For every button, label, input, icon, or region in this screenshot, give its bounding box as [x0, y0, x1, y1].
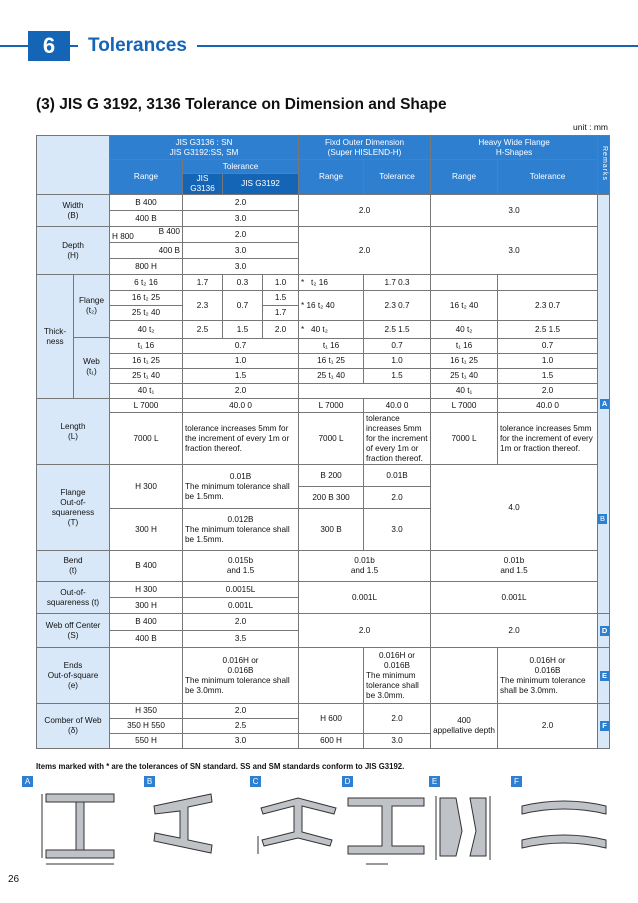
table-cell: 1.7 — [183, 275, 223, 291]
table-cell: 3.5 — [183, 631, 299, 648]
flange-oos-sketch — [154, 794, 212, 853]
table-cell: 2.5 — [183, 719, 299, 734]
table-cell: 16 t₁ 25 — [431, 354, 498, 369]
table-cell: 600 H — [299, 734, 364, 749]
table-cell: 2.0 — [364, 487, 431, 509]
table-cell — [299, 648, 364, 704]
table-cell: 0.01b and 1.5 — [299, 551, 431, 582]
table-cell: 3.0 — [183, 211, 299, 227]
table-cell: 400 appellative depth — [431, 704, 498, 749]
table-cell: 16 t₂ 25 — [110, 291, 183, 306]
table-cell: 300 B — [299, 509, 364, 551]
flange-oos-label: Flange Out-of- squareness (T) — [37, 465, 110, 551]
table-cell: 0.001L — [431, 582, 598, 614]
sn-header: JIS G3136 : SN JIS G3192:SS, SM — [110, 136, 299, 160]
table-cell: 2.0 — [299, 227, 431, 275]
table-cell: 400 B — [110, 243, 183, 259]
remark-tag-d: D — [598, 614, 610, 648]
table-cell: 25 t₁ 40 — [431, 369, 498, 384]
table-cell — [110, 648, 183, 704]
depth-label: Depth (H) — [37, 227, 110, 275]
figure-label-b: B — [144, 776, 155, 787]
table-cell: 40.0 0 — [364, 399, 431, 413]
table-cell: 3.0 — [183, 734, 299, 749]
table-cell: 0.015b and 1.5 — [183, 551, 299, 582]
table-cell: 16 t₁ 25 — [299, 354, 364, 369]
table-cell: 0.7 — [183, 339, 299, 354]
web-off-center-label: Web off Center (S) — [37, 614, 110, 648]
table-cell: 4.0 — [431, 465, 598, 551]
figure-label-e: E — [429, 776, 440, 787]
table-cell: 2.0 — [183, 195, 299, 211]
table-cell: 400 B — [110, 631, 183, 648]
table-cell: * 40 t₂ — [299, 321, 364, 339]
table-cell: B 400 — [110, 195, 183, 211]
range-header: Range — [110, 160, 183, 195]
table-cell: H 350 — [110, 704, 183, 719]
table-cell: 1.7 0.3 — [364, 275, 431, 291]
figure-strip — [24, 776, 609, 871]
table-cell: 3.0 — [183, 243, 299, 259]
table-cell: 25 t₂ 40 — [110, 306, 183, 321]
table-cell: 0.7 — [364, 339, 431, 354]
remark-tag-b: B — [599, 514, 605, 523]
table-cell: 40 t₂ — [110, 321, 183, 339]
table-cell: * 16 t₂ 40 — [299, 291, 364, 321]
web-sublabel: Web (t₁) — [83, 357, 100, 377]
table-cell: B 400 — [110, 614, 183, 631]
corner-cell — [37, 136, 110, 195]
tolerance-table — [36, 135, 610, 749]
unit-label: unit : mm — [573, 122, 608, 132]
table-cell: 2.3 0.7 — [364, 291, 431, 321]
table-cell: 0.01B The minimum tolerance shall be 1.5mm. — [183, 465, 299, 509]
page-number: 26 — [8, 874, 20, 885]
table-cell — [299, 384, 431, 399]
table-cell: 40 t₁ — [110, 384, 183, 399]
table-cell: 0.012B The minimum tolerance shall be 1.5mm. — [183, 509, 299, 551]
width-label: Width (B) — [37, 195, 110, 227]
camber-sketch — [522, 801, 606, 848]
table-cell: 2.0 — [498, 704, 598, 749]
table-cell: 400 B — [110, 211, 183, 227]
tolerance-header: Tolerance — [183, 160, 299, 174]
table-cell: 16 t₁ 25 — [110, 354, 183, 369]
table-cell: H 800 B 400 — [110, 227, 183, 243]
jis3192-header: JIS G3192 — [223, 174, 299, 195]
table-cell: 300 H — [110, 509, 183, 551]
table-cell: 3.0 — [183, 259, 299, 275]
table-cell: 1.0 — [183, 354, 299, 369]
length-label: Length (L) — [37, 399, 110, 465]
oosq-label: Out-of- squareness (t) — [37, 582, 110, 614]
table-cell: 2.0 — [183, 704, 299, 719]
table-cell: 2.5 1.5 — [364, 321, 431, 339]
table-cell: 1.5 — [183, 369, 299, 384]
table-cell: 25 t₁ 40 — [110, 369, 183, 384]
fixed-tolerance-header: Tolerance — [364, 160, 431, 195]
table-cell: 0.3 — [223, 275, 263, 291]
jis3136-header: JIS G3136 — [183, 174, 223, 195]
figure-label-a: A — [22, 776, 33, 787]
thickness-label: Thick- ness Flange (t₂) Web (t₁) — [37, 275, 110, 399]
table-cell: t₁ 16 — [431, 339, 498, 354]
bend-label: Bend (t) — [37, 551, 110, 582]
table-cell: 1.0 — [263, 275, 299, 291]
table-cell: 40 t₂ — [431, 321, 498, 339]
chapter-number: 6 — [28, 31, 70, 61]
table-cell: t₁ 16 — [110, 339, 183, 354]
table-cell: 25 t₁ 40 — [299, 369, 364, 384]
table-cell: 1.0 — [364, 354, 431, 369]
table-cell: 2.0 — [299, 195, 431, 227]
table-cell: B 400 — [110, 551, 183, 582]
table-cell: t₁ 16 — [299, 339, 364, 354]
table-cell: 550 H — [110, 734, 183, 749]
table-cell: 200 B 300 — [299, 487, 364, 509]
flange-sublabel: Flange (t₂) — [73, 275, 110, 338]
table-cell: 6 t₂ 16 — [110, 275, 183, 291]
figure-label-c: C — [250, 776, 261, 787]
table-cell: tolerance increases 5mm for the increment of every 1m or fraction thereof. — [364, 413, 431, 465]
table-cell: 0.001L — [299, 582, 431, 614]
table-cell: 0.016H or 0.016B The minimum tolerance shall be 3.0mm. — [183, 648, 299, 704]
table-cell: 1.5 — [364, 369, 431, 384]
table-cell: 1.5 — [498, 369, 598, 384]
table-cell: H 300 — [110, 582, 183, 598]
table-cell: tolerance increases 5mm for the increment of every 1m or fraction thereof. — [183, 413, 299, 465]
web-off-center-sketch — [348, 798, 424, 864]
table-cell: 3.0 — [431, 227, 598, 275]
table-cell: L 7000 — [110, 399, 183, 413]
section-title: (3) JIS G 3192, 3136 Tolerance on Dimension and Shape — [36, 96, 447, 113]
table-cell: 40.0 0 — [183, 399, 299, 413]
table-cell: 2.3 0.7 — [498, 291, 598, 321]
table-cell: 2.5 1.5 — [498, 321, 598, 339]
table-cell — [431, 275, 498, 291]
table-cell: L 7000 — [431, 399, 498, 413]
table-cell: 2.5 — [183, 321, 223, 339]
section-sketches — [36, 776, 609, 871]
table-cell: 3.0 — [431, 195, 598, 227]
table-cell: 0.01B — [364, 465, 431, 487]
table-cell: 40.0 0 — [498, 399, 598, 413]
figure-label-d: D — [342, 776, 353, 787]
table-cell: 0.016H or 0.016B The minimum tolerance shall be 3.0mm. — [364, 648, 431, 704]
table-cell: 7000 L — [299, 413, 364, 465]
remark-tag-f: F — [598, 704, 610, 749]
table-cell: H 600 — [299, 704, 364, 734]
table-cell: 2.0 — [183, 614, 299, 631]
table-cell: 350 H 550 — [110, 719, 183, 734]
table-cell: 1.5 — [263, 291, 299, 306]
table-cell: 2.0 — [263, 321, 299, 339]
table-cell — [498, 275, 598, 291]
chapter-title: Tolerances — [78, 31, 197, 61]
table-cell: 7000 L — [110, 413, 183, 465]
table-cell: 2.0 — [364, 704, 431, 734]
table-cell: 2.0 — [498, 384, 598, 399]
table-cell: 1.5 — [223, 321, 263, 339]
table-cell: 0.016H or 0.016B The minimum tolerance shall be 3.0mm. — [498, 648, 598, 704]
table-cell: 2.3 — [183, 291, 223, 321]
table-cell: 2.0 — [183, 227, 299, 243]
table-cell: B 200 — [299, 465, 364, 487]
table-cell: 300 H — [110, 598, 183, 614]
ends-oos-sketch — [436, 796, 490, 860]
table-cell: H 300 — [110, 465, 183, 509]
remark-tag-a: A — [598, 195, 610, 614]
remarks-header: Remarks — [598, 136, 610, 195]
table-cell: 2.0 — [183, 384, 299, 399]
table-cell: 2.0 — [299, 614, 431, 648]
chapter-header — [0, 31, 638, 61]
footnote: Items marked with * are the tolerances of SN standard. SS and SM standards conform to JIS G3192. — [36, 762, 405, 771]
table-cell: 0.0015L — [183, 582, 299, 598]
table-cell: 0.001L — [183, 598, 299, 614]
table-cell — [431, 648, 498, 704]
heavy-header: Heavy Wide Flange H-Shapes — [431, 136, 598, 160]
table-cell: 7000 L — [431, 413, 498, 465]
bend-sketch — [258, 798, 336, 854]
table-cell: 3.0 — [364, 734, 431, 749]
table-cell: 3.0 — [364, 509, 431, 551]
heavy-tolerance-header: Tolerance — [498, 160, 598, 195]
remark-tag-e: E — [598, 648, 610, 704]
table-cell: 2.0 — [431, 614, 598, 648]
table-cell: 40 t₁ — [431, 384, 498, 399]
figure-label-f: F — [511, 776, 522, 787]
heavy-range-header: Range — [431, 160, 498, 195]
camber-label: Comber of Web (δ) — [37, 704, 110, 749]
table-cell: * t₂ 16 — [299, 275, 364, 291]
table-cell: 1.0 — [498, 354, 598, 369]
table-cell: 0.01b and 1.5 — [431, 551, 598, 582]
h-section-sketch — [42, 794, 114, 864]
table-cell: tolerance increases 5mm for the increment of every 1m or fraction thereof. — [498, 413, 598, 465]
table-cell: 800 H — [110, 259, 183, 275]
table-cell: 0.7 — [223, 291, 263, 321]
ends-label: Ends Out-of-square (e) — [37, 648, 110, 704]
table-cell: 1.7 — [263, 306, 299, 321]
table-cell: L 7000 — [299, 399, 364, 413]
table-cell: 16 t₂ 40 — [431, 291, 498, 321]
fixed-range-header: Range — [299, 160, 364, 195]
fixed-header: Fixd Outer Dimension (Super HISLEND-H) — [299, 136, 431, 160]
table-cell: 0.7 — [498, 339, 598, 354]
